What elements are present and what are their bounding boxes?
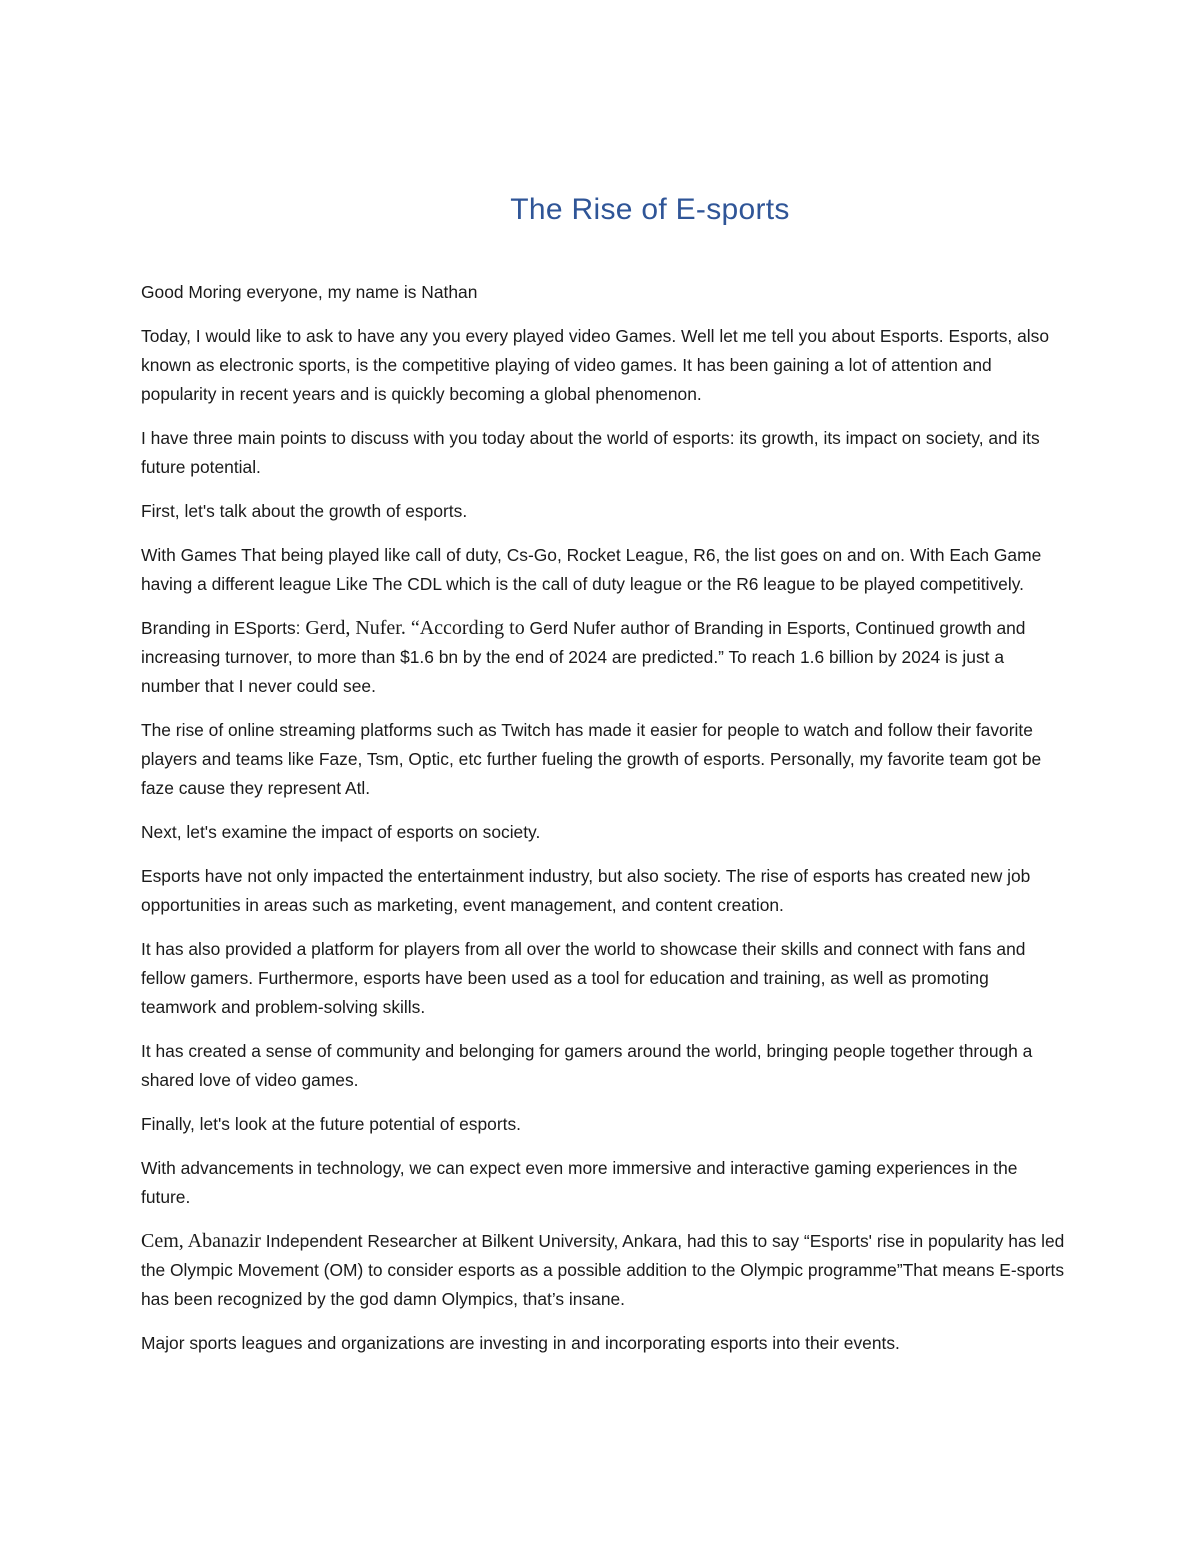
branding-citation: Gerd, Nufer. “According to [305,617,525,639]
paragraph-platform: It has also provided a platform for players from all over the world to showcase their skills and connect with fans and fellow gamers. Furthermore, esports have been used as a tool for education and training, as well as promoting teamwork and problem-solving skills. [141,939,1026,1017]
branding-lead: Branding in ESports: [141,618,306,638]
olympics-citation: Cem, Abanazir [141,1230,261,1252]
paragraph-jobs: Esports have not only impacted the entertainment industry, but also society. The rise of esports has created new job opportunities in areas such as marketing, event management, and content creation. [141,866,1031,915]
paragraph-branding [141,614,1066,701]
paragraph-games-leagues: With Games That being played like call of duty, Cs-Go, Rocket League, R6, the list goes on and on. With Each Game having a different league Like The CDL which is the call of duty league or the R6 league to be played competitively. [141,545,1042,594]
paragraph-olympics [141,1227,1066,1314]
paragraph-technology: With advancements in technology, we can expect even more immersive and interactive gaming experiences in the future. [141,1158,1018,1207]
paragraph-greeting: Good Moring everyone, my name is Nathan [141,282,478,302]
paragraph-introduction: Today, I would like to ask to have any you every played video Games. Well let me tell you about Esports. Esports, also known as electronic sports, is the competitive playing of video games. It has been gaining a lot of attention and popularity in recent years and is quickly becoming a global phenomenon. [141,326,1049,404]
document-body [141,278,1066,1373]
document-title: The Rise of E-sports [510,193,790,226]
branding-quote: Gerd Nufer author of Branding in Esports, Continued growth and increasing turnover, to more than $1.6 bn by the end of 2024 are predicted.” To reach 1.6 billion by 2024 is just a number that I never could see. [141,618,1026,696]
paragraph-community: It has created a sense of community and belonging for gamers around the world, bringing people together through a shared love of video games. [141,1041,1033,1090]
olympics-quote: Independent Researcher at Bilkent University, Ankara, had this to say “Esports' rise in popularity has led the Olympic Movement (OM) to consider esports as a possible addition to the Olympic programme”That means E-sports has been recognized by the god damn Olympics, that’s insane. [141,1231,1065,1309]
paragraph-growth-heading: First, let's talk about the growth of esports. [141,501,468,521]
paragraph-impact-heading: Next, let's examine the impact of esports on society. [141,822,541,842]
paragraph-main-points: I have three main points to discuss with you today about the world of esports: its growth, its impact on society, and its future potential. [141,428,1040,477]
paragraph-streaming: The rise of online streaming platforms such as Twitch has made it easier for people to watch and follow their favorite players and teams like Faze, Tsm, Optic, etc further fueling the growth of esports. Personally, my favorite team got be faze cause they represent Atl. [141,720,1042,798]
paragraph-leagues-investing: Major sports leagues and organizations are investing in and incorporating esports into their events. [141,1333,900,1353]
paragraph-future-heading: Finally, let's look at the future potential of esports. [141,1114,521,1134]
